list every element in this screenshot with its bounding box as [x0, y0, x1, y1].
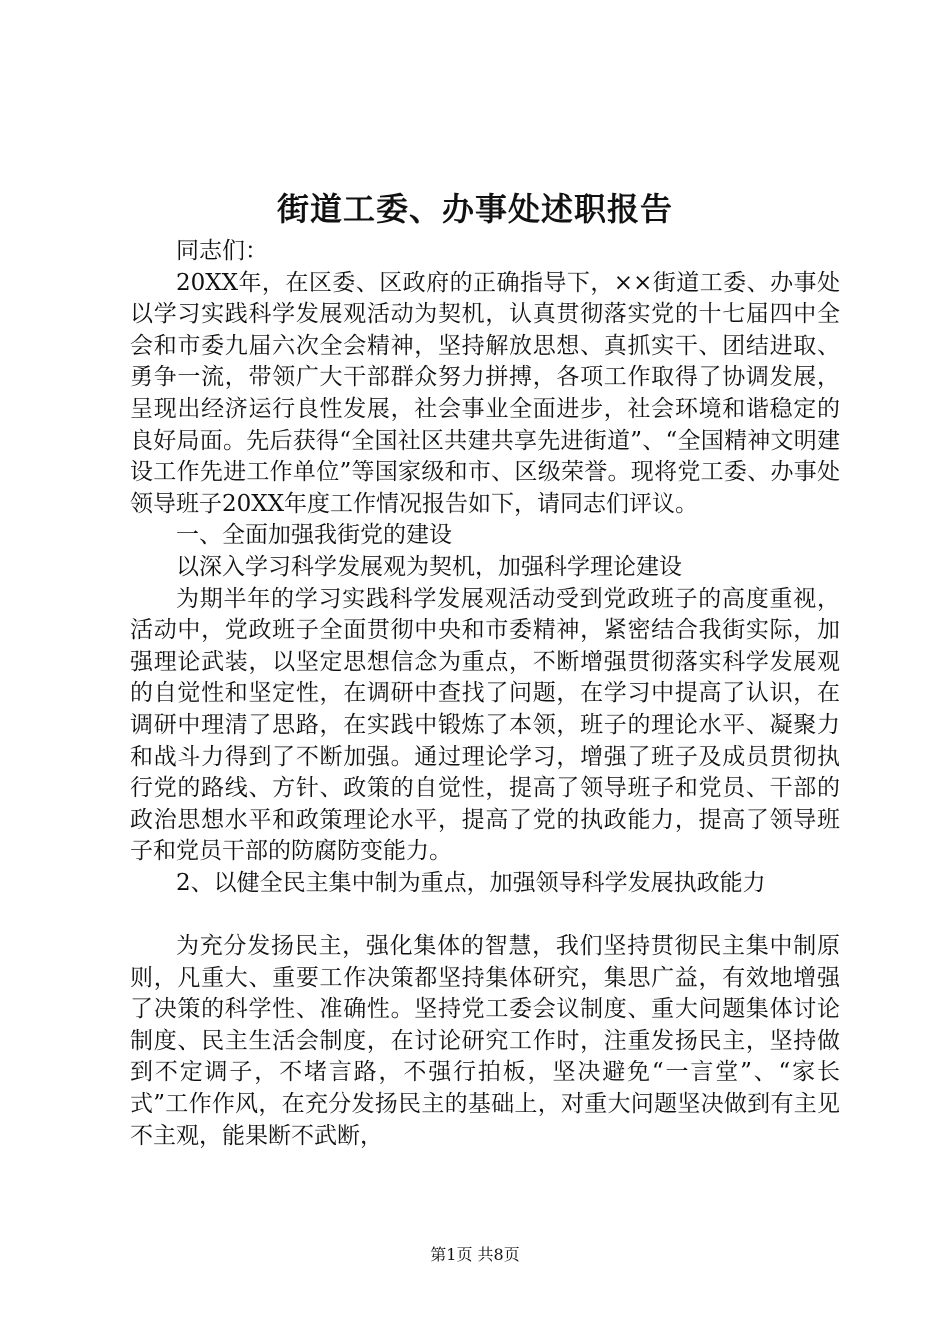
body-paragraph: 为期半年的学习实践科学发展观活动受到党政班子的高度重视，活动中，党政班子全面贯彻中央和市委精神，紧密结合我街实际，加强理论武装，以坚定思想信念为重点，不断增强贯彻落实科学发展观的自觉性和坚定性，在调研中查找了问题，在学习中提高了认识，在调研中理清了思路，在实践中锻炼了本领，班子的理论水平、凝聚力和战斗力得到了不断加强。通过理论学习，增强了班子及成员贯彻执行党的路线、方针、政策的自觉性，提高了领导班子和党员、干部的政治思想水平和政策理论水平，提高了党的执政能力，提高了领导班子和党员干部的防腐防变能力。 — [130, 585, 840, 865]
body-paragraph: 为充分发扬民主，强化集体的智慧，我们坚持贯彻民主集中制原则，凡重大、重要工作决策都坚持集体研究，集思广益，有效地增强了决策的科学性、准确性。坚持党工委会议制度、重大问题集体讨论制度、民主生活会制度，在讨论研究工作时，注重发扬民主，坚持做到不定调子，不堵言路，不强行拍板，坚决避免“一言堂”、“家长式”工作作风，在充分发扬民主的基础上，对重大问题坚决做到有主见不主观，能果断不武断， — [130, 933, 840, 1149]
document-title: 街道工委、办事处述职报告 — [276, 190, 673, 228]
page-footer: 第1页 共8页 — [430, 1245, 520, 1264]
subsection-heading: 2、以健全民主集中制为重点，加强领导科学发展执政能力 — [176, 869, 766, 896]
section-heading: 一、全面加强我街党的建设 — [176, 522, 452, 549]
document-body — [130, 236, 840, 1152]
intro-paragraph: 20XX年，在区委、区政府的正确指导下，××街道工委、办事处以学习实践科学发展观活动为契机，认真贯彻落实党的十七届四中全会和市委九届六次全会精神，坚持解放思想、真抓实干、团结进取、勇争一流，带领广大干部群众努力拼搏，各项工作取得了协调发展，呈现出经济运行良性发展，社会事业全面进步，社会环境和谐稳定的良好局面。先后获得“全国社区共建共享先进街道”、“全国精神文明建设工作先进工作单位”等国家级和市、区级荣誉。现将党工委、办事处领导班子20XX年度工作情况报告如下，请同志们评议。 — [130, 269, 840, 517]
salutation-paragraph: 同志们： — [176, 238, 268, 264]
subsection-heading: 以深入学习科学发展观为契机，加强科学理论建设 — [176, 553, 682, 580]
